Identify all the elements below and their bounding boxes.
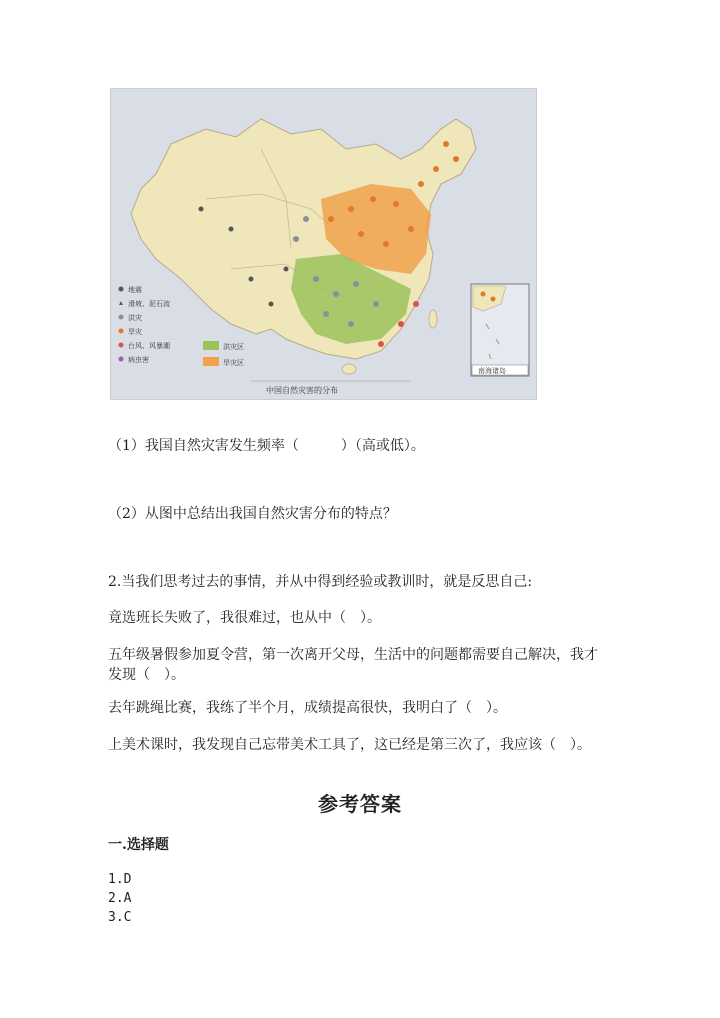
svg-text:旱灾: 旱灾 <box>128 328 142 336</box>
answer-item: 2.A <box>108 891 132 906</box>
sentence-1: 竟选班长失败了，我很难过，也从中（ ）。 <box>108 610 381 626</box>
question-2: （2）从图中总结出我国自然灾害分布的特点？ <box>108 506 397 522</box>
south-china-sea-inset <box>471 284 529 376</box>
answer-item: 1.D <box>108 872 132 887</box>
svg-text:洪灾区: 洪灾区 <box>223 343 244 351</box>
china-disaster-map <box>111 89 536 399</box>
legend-drought <box>119 327 143 336</box>
inset-label: 南海诸岛 <box>478 367 506 375</box>
item-2-intro: 2.当我们思考过去的事情，并从中得到经验或教训时，就是反思自己: <box>108 574 533 590</box>
legend-earthquake <box>119 285 143 294</box>
sentence-3: 去年跳绳比赛，我练了半个月，成绩提高很快，我明白了（ ）。 <box>108 700 507 716</box>
map-caption: 中国自然灾害的分布 <box>266 386 338 395</box>
svg-text:病虫害: 病虫害 <box>128 356 149 364</box>
svg-text:洪灾: 洪灾 <box>128 314 142 322</box>
svg-text:滑坡、泥石流: 滑坡、泥石流 <box>128 300 170 308</box>
legend-pest <box>119 355 150 364</box>
answer-list <box>108 870 131 927</box>
sentence-2: 五年级暑假参加夏令营，第一次离开父母，生活中的问题都需要自己解决，我才发现（ ）。 <box>108 647 598 683</box>
answers-section-heading: 一.选择题 <box>108 837 169 853</box>
legend-flood <box>119 313 143 322</box>
disaster-map-figure <box>110 88 537 400</box>
svg-text:地震: 地震 <box>128 286 142 294</box>
answer-item: 3.C <box>108 910 132 925</box>
legend-flood-zone <box>203 341 244 351</box>
question-1: （1）我国自然灾害发生频率（ ）（高或低）。 <box>108 438 425 454</box>
legend-drought-zone <box>203 357 244 367</box>
svg-text:旱灾区: 旱灾区 <box>223 359 244 367</box>
sentence-4: 上美术课时，我发现自己忘带美术工具了，这已经是第三次了，我应该（ ）。 <box>108 737 591 753</box>
answers-title: 参考答案 <box>318 792 402 816</box>
legend-typhoon <box>119 341 171 350</box>
svg-text:台风、风暴潮: 台风、风暴潮 <box>128 342 170 350</box>
legend-landslide <box>119 299 170 308</box>
